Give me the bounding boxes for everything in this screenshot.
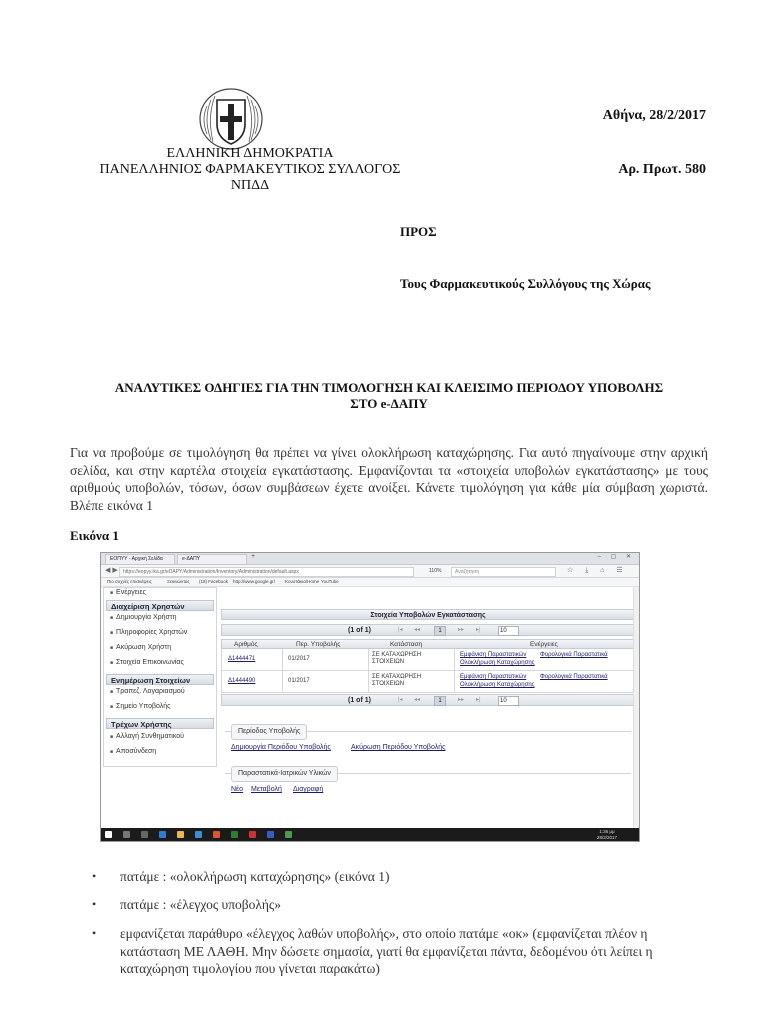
search-icon[interactable] [123, 831, 130, 838]
organization-block [80, 146, 420, 194]
menu-contact-info[interactable]: ■ Στοιχεία Επικοινωνίας [110, 658, 184, 668]
row-id-link[interactable]: Δ1444490 [228, 678, 256, 684]
cancel-period-link[interactable]: Ακύρωση Περιόδου Υποβολής [351, 744, 446, 751]
bookmark-6[interactable]: YouTube [321, 579, 339, 584]
tax-documents-link[interactable]: Φορολογικά Παραστατικά [540, 652, 608, 658]
next-page-icon[interactable]: ▸▸ [458, 627, 465, 633]
document-title [70, 380, 708, 412]
browser-search-field[interactable]: Αναζήτηση [451, 567, 556, 577]
bullet-text: πατάμε : «ολοκλήρωση καταχώρησης» (εικόνα 1) [120, 869, 390, 884]
bookmark-1[interactable]: Πιο συχνές επισκέψεις [107, 579, 152, 584]
menu-bank-account[interactable]: ■ Τραπεζ. Λογαριασμού [110, 687, 185, 697]
app-icon[interactable] [249, 831, 256, 838]
row-period: 01/2017 [288, 678, 310, 684]
browser-tab-bar [101, 553, 639, 565]
bullet-text: εμφανίζεται παράθυρο «έλεγχος λαθών υποβολής», στο οποίο πατάμε «οκ» (εμφανίζεται πλέον η κατάσταση ΜΕ ΛΑΘΗ. Μην δώσετε σημασία, γιατί θα εμφανίζεται πάντα, δεδομένου ότι λείπει η καταχώρηση τιμολογίου που γίνεται παρακάτω) [120, 926, 653, 976]
figure-caption: Εικόνα 1 [70, 528, 119, 543]
menu-user-info[interactable]: ■ Πληροφορίες Χρηστών [110, 628, 187, 638]
start-icon[interactable] [105, 831, 112, 838]
bullet-text: πατάμε : «έλεγχος υποβολής» [120, 897, 282, 912]
explorer-icon[interactable] [177, 831, 184, 838]
complete-entry-link[interactable]: Ολοκλήρωση Καταχώρησης [460, 660, 535, 666]
clock-date: 28/2/2017 [596, 834, 617, 840]
docs-fieldset-legend: Παραστατικά-Ιατρικών Υλικών [231, 766, 338, 782]
show-documents-link[interactable]: Εμφάνιση Παραστατικών [460, 674, 527, 680]
pager-count: (1 of 1) [348, 697, 371, 704]
task-view-icon[interactable] [141, 831, 148, 838]
edge-icon[interactable] [159, 831, 166, 838]
menu-section-update-data: Ενημέρωση Στοιχείων [106, 674, 214, 685]
bookmark-3[interactable]: (18) Facebook [199, 579, 229, 584]
bullet-icon: • [92, 926, 97, 940]
panel-title: Στοιχεία Υποβολών Εγκατάστασης [221, 609, 635, 620]
toolbar-icons[interactable]: ☆ ⤓ ⌂ ☰ [567, 567, 628, 574]
bookmark-2[interactable]: Ξεκινώντας [167, 579, 190, 584]
coat-of-arms-emblem [197, 86, 265, 152]
menu-logout[interactable]: ■ Αποσύνδεση [110, 747, 156, 757]
col-actions: Ενέργειες [530, 641, 558, 648]
page-number[interactable]: 1 [434, 626, 446, 636]
row-id-link[interactable]: Δ1444471 [228, 656, 256, 662]
pager-bottom [221, 694, 635, 706]
org-line-2: ΠΑΝΕΛΛΗΝΙΟΣ ΦΑΡΜΑΚΕΥΤΙΚΟΣ ΣΥΛΛΟΓΟΣ [99, 162, 401, 177]
title-line-1: ΑΝΑΛΥΤΙΚΕΣ ΟΔΗΓΙΕΣ ΓΙΑ ΤΗΝ ΤΙΜΟΛΟΓΗΣΗ ΚΑΙ ΚΛΕΙΣΙΜΟ ΠΕΡΙΟΔΟΥ ΥΠΟΒΟΛΗΣ [114, 380, 664, 395]
menu-cancel-user[interactable]: ■ Ακύρωση Χρήστη [110, 643, 171, 653]
rows-per-page-select[interactable]: 10 [498, 696, 519, 706]
table-header [221, 639, 635, 649]
taskbar-clock[interactable] [597, 829, 617, 840]
show-documents-link[interactable]: Εμφάνιση Παραστατικών [460, 652, 527, 658]
menu-section-current-user: Τρέχων Χρήστης [106, 718, 214, 729]
menu-create-user[interactable]: ■ Δημιουργία Χρήστη [110, 613, 176, 623]
word-icon[interactable] [267, 831, 274, 838]
modify-link[interactable]: Μεταβολή [251, 786, 282, 793]
bookmark-4[interactable]: http://www.google.gr/ [233, 579, 276, 584]
table-row [221, 649, 635, 671]
store-icon[interactable] [195, 831, 202, 838]
menu-change-password[interactable]: ■ Αλλαγή Συνθηματικού [110, 732, 184, 742]
col-status[interactable]: Κατάσταση [390, 641, 423, 648]
first-page-icon[interactable]: |◂ [398, 627, 403, 633]
back-forward-icon[interactable]: ◀ ▶ [105, 567, 118, 574]
bullet-icon: • [92, 869, 97, 883]
document-date: Αθήνα, 28/2/2017 [602, 108, 706, 123]
period-fieldset-legend: Περίοδος Υποβολής [231, 724, 307, 740]
pager-top [221, 624, 635, 636]
address-bar [101, 565, 639, 578]
title-line-2: ΣΤΟ e-ΔΑΠΥ [350, 396, 428, 411]
next-page-icon[interactable]: ▸▸ [458, 697, 465, 703]
body-paragraph: Για να προβούμε σε τιμολόγηση θα πρέπει να γίνει ολοκλήρωση καταχώρησης. Για αυτό πηγαίνουμε στην αρχική σελίδα, και στην καρτέλα στοιχεία εγκατάστασης. Εμφανίζονται τα «στοιχεία υποβολών εγκατάστασης» με τους αριθμούς υποβολών, τόσων, όσων συμβάσεων έχετε ανοίξει. Κάνετε τιμολόγηση για κάθε μία σύμβαση χωριστά. Βλέπε εικόνα 1 [70, 445, 708, 513]
first-page-icon[interactable]: |◂ [398, 697, 403, 703]
page-scrollbar[interactable] [633, 587, 639, 827]
org-line-3: ΝΠΔΔ [230, 178, 270, 193]
complete-entry-link[interactable]: Ολοκλήρωση Καταχώρησης [460, 682, 535, 688]
bullet-icon: • [92, 897, 97, 911]
col-number[interactable]: Αριθμός [234, 641, 258, 648]
app-icon-2[interactable] [285, 831, 292, 838]
menu-submission-point[interactable]: ■ Σημείο Υποβολής [110, 702, 171, 712]
tax-documents-link[interactable]: Φορολογικά Παραστατικά [540, 674, 608, 680]
bookmarks-bar [101, 578, 639, 587]
pager-count: (1 of 1) [348, 627, 371, 634]
side-menu [103, 587, 217, 767]
browser-tab-2[interactable]: e-ΔΑΠΥ [177, 554, 247, 564]
last-page-icon[interactable]: ▸| [476, 697, 481, 703]
excel-icon[interactable] [231, 831, 238, 838]
browser-tab-1[interactable]: ΕΟΠΥΥ - Αρχική Σελίδα [105, 554, 175, 564]
page-number[interactable]: 1 [434, 696, 446, 706]
delete-link[interactable]: Διαγραφή [293, 786, 324, 793]
row-status: ΣΕ ΚΑΤΑΧΩΡΗΣΗ ΣΤΟΙΧΕΙΩΝ [372, 652, 422, 665]
windows-taskbar [101, 828, 639, 841]
col-period[interactable]: Περ. Υποβολής [296, 641, 341, 648]
zoom-level: 110% [429, 568, 442, 574]
last-page-icon[interactable]: ▸| [476, 627, 481, 633]
window-controls-icon[interactable]: ‒ ▢ ✕ [597, 554, 635, 560]
url-field[interactable]: https://eopyy.ika.gr/eDAPY/Administration/Inventory/Administration/default.aspx [119, 567, 414, 577]
create-period-link[interactable]: Δημιουργία Περιόδου Υποβολής [231, 744, 331, 751]
to-label: ΠΡΟΣ [400, 224, 437, 239]
prev-page-icon[interactable]: ◂◂ [414, 627, 421, 633]
protocol-number: Αρ. Πρωτ. 580 [618, 162, 706, 177]
embedded-screenshot [100, 552, 640, 842]
new-tab-icon[interactable]: + [251, 553, 256, 560]
row-period: 01/2017 [288, 656, 310, 662]
recipient: Τους Φαρμακευτικούς Συλλόγους της Χώρας [400, 276, 651, 291]
row-status: ΣΕ ΚΑΤΑΧΩΡΗΣΗ ΣΤΟΙΧΕΙΩΝ [372, 674, 422, 687]
firefox-icon[interactable] [213, 831, 220, 838]
org-line-1: ΕΛΛΗΝΙΚΗ ΔΗΜΟΚΡΑΤΙΑ [166, 146, 334, 161]
new-link[interactable]: Νέο [231, 786, 244, 793]
menu-section-user-management: Διαχείριση Χρηστών [106, 600, 214, 611]
clock-time: 1:36 μμ [599, 829, 615, 834]
menu-actions[interactable]: ■ Ενέργειες [110, 588, 146, 598]
bookmark-5[interactable]: Κουστάκια/Home [285, 579, 320, 584]
table-row [221, 671, 635, 693]
rows-per-page-select[interactable]: 10 [498, 626, 519, 636]
prev-page-icon[interactable]: ◂◂ [414, 697, 421, 703]
